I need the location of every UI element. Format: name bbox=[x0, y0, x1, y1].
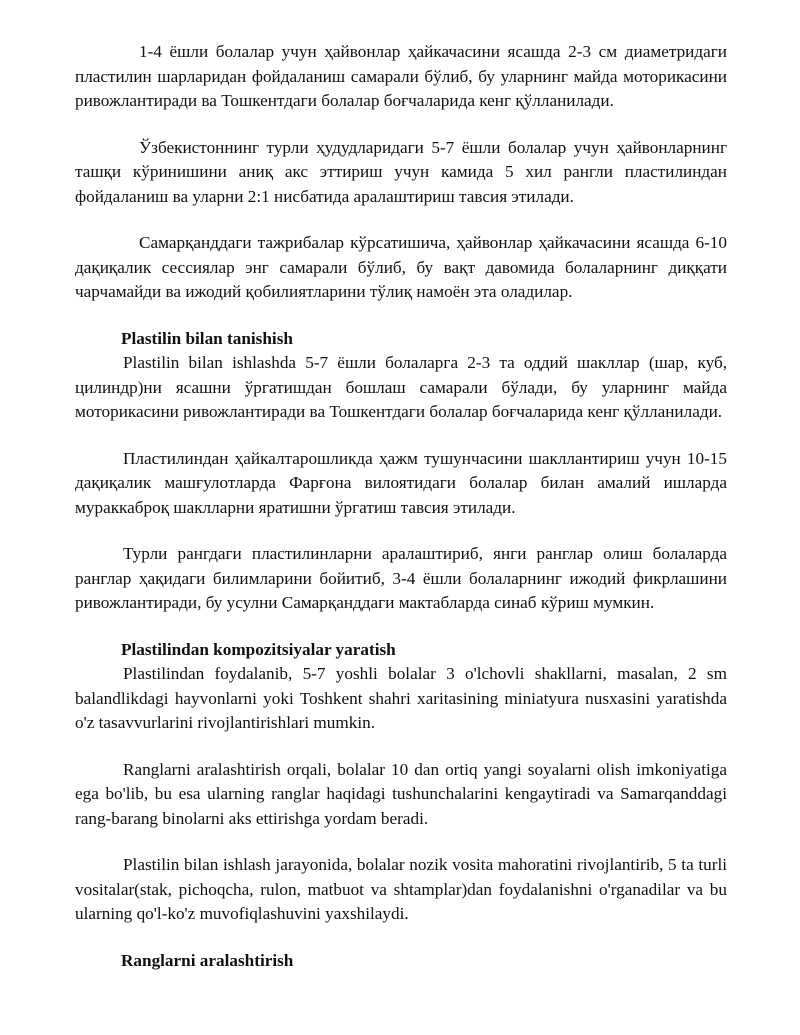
paragraph: Пластилиндан ҳайкалтарошликда ҳажм тушунчасини шакллантириш учун 10-15 дақиқалик машғулотларда Фарғона вилоятидаги болалар билан амалий ишларда мураккаброқ шаклларни яратишни ўргатиш тавсия этилади. bbox=[75, 448, 727, 517]
section-heading: Plastilin bilan tanishish bbox=[121, 328, 293, 348]
section-heading: Ranglarni aralashtirish bbox=[121, 950, 294, 970]
paragraph: Plastilin bilan ishlash jarayonida, bolalar nozik vosita mahoratini rivojlantirib, 5 ta turli vositalar(stak, pichoqcha, rulon, matbuot va shtamplar)dan foydalanishni o'rganadilar va bu ularning qo'l-ko'z muvofiqlashuvini yaxshilaydi. bbox=[75, 855, 727, 923]
paragraph: Ўзбекистоннинг турли ҳудудларидаги 5-7 ёшли болалар учун ҳайвонларнинг ташқи кўринишини аниқ акс эттириш учун камида 5 хил рангли пластилиндан фойдаланиш ва уларни 2:1 нисбатида аралаштириш тавсия этилади. bbox=[75, 137, 727, 206]
paragraph: Ranglarni aralashtirish orqali, bolalar 10 dan ortiq yangi soyalarni olish imkoniyatiga ega bo'lib, bu esa ularning ranglar haqidagi tushunchalarini kengaytiradi va Samarqanddagi rang-barang binolarni aks ettirishga yordam beradi. bbox=[75, 759, 727, 828]
paragraph: Самарқанддаги тажрибалар кўрсатишича, ҳайвонлар ҳайкачасини ясашда 6-10 дақиқалик сессиялар энг самарали бўлиб, бу вақт давомида болаларнинг диққати чарчамайди ва ижодий қобилиятларини тўлиқ намоён эта оладилар. bbox=[75, 233, 727, 301]
paragraph: Plastilin bilan ishlashda 5-7 ёшли болаларга 2-3 та оддий шакллар (шар, куб, цилиндр)ни ясашни ўргатишдан бошлаш самарали бўлади, бу уларнинг майда моторикасини ривожлантиради ва Тошкентдаги болалар боғчаларида кенг қўлланилади. bbox=[75, 353, 727, 421]
paragraph: Турли рангдаги пластилинларни аралаштириб, янги ранглар олиш болаларда ранглар ҳақидаги билимларини бойитиб, 3-4 ёшли болаларнинг ижодий фикрлашини ривожлантиради, бу усулни Самарқанддаги мактабларда синаб кўриш мумкин. bbox=[75, 544, 727, 612]
paragraph: 1-4 ёшли болалар учун ҳайвонлар ҳайкачасини ясашда 2-3 см диаметридаги пластилин шарларидан фойдаланиш самарали бўлиб, бу уларнинг майда моторикасини ривожлантиради ва Тошкентдаги болалар боғчаларида кенг қўлланилади. bbox=[75, 42, 727, 110]
paragraph: Plastilindan foydalanib, 5-7 yoshli bolalar 3 o'lchovli shakllarni, masalan, 2 sm balandlikdagi hayvonlarni yoki Toshkent shahri xaritasining miniatyura nusxasini yaratishda o'z tasavvurlarini rivojlantirishlari mumkin. bbox=[75, 664, 727, 732]
section-heading: Plastilindan kompozitsiyalar yaratish bbox=[121, 639, 396, 659]
document-page bbox=[75, 40, 727, 973]
